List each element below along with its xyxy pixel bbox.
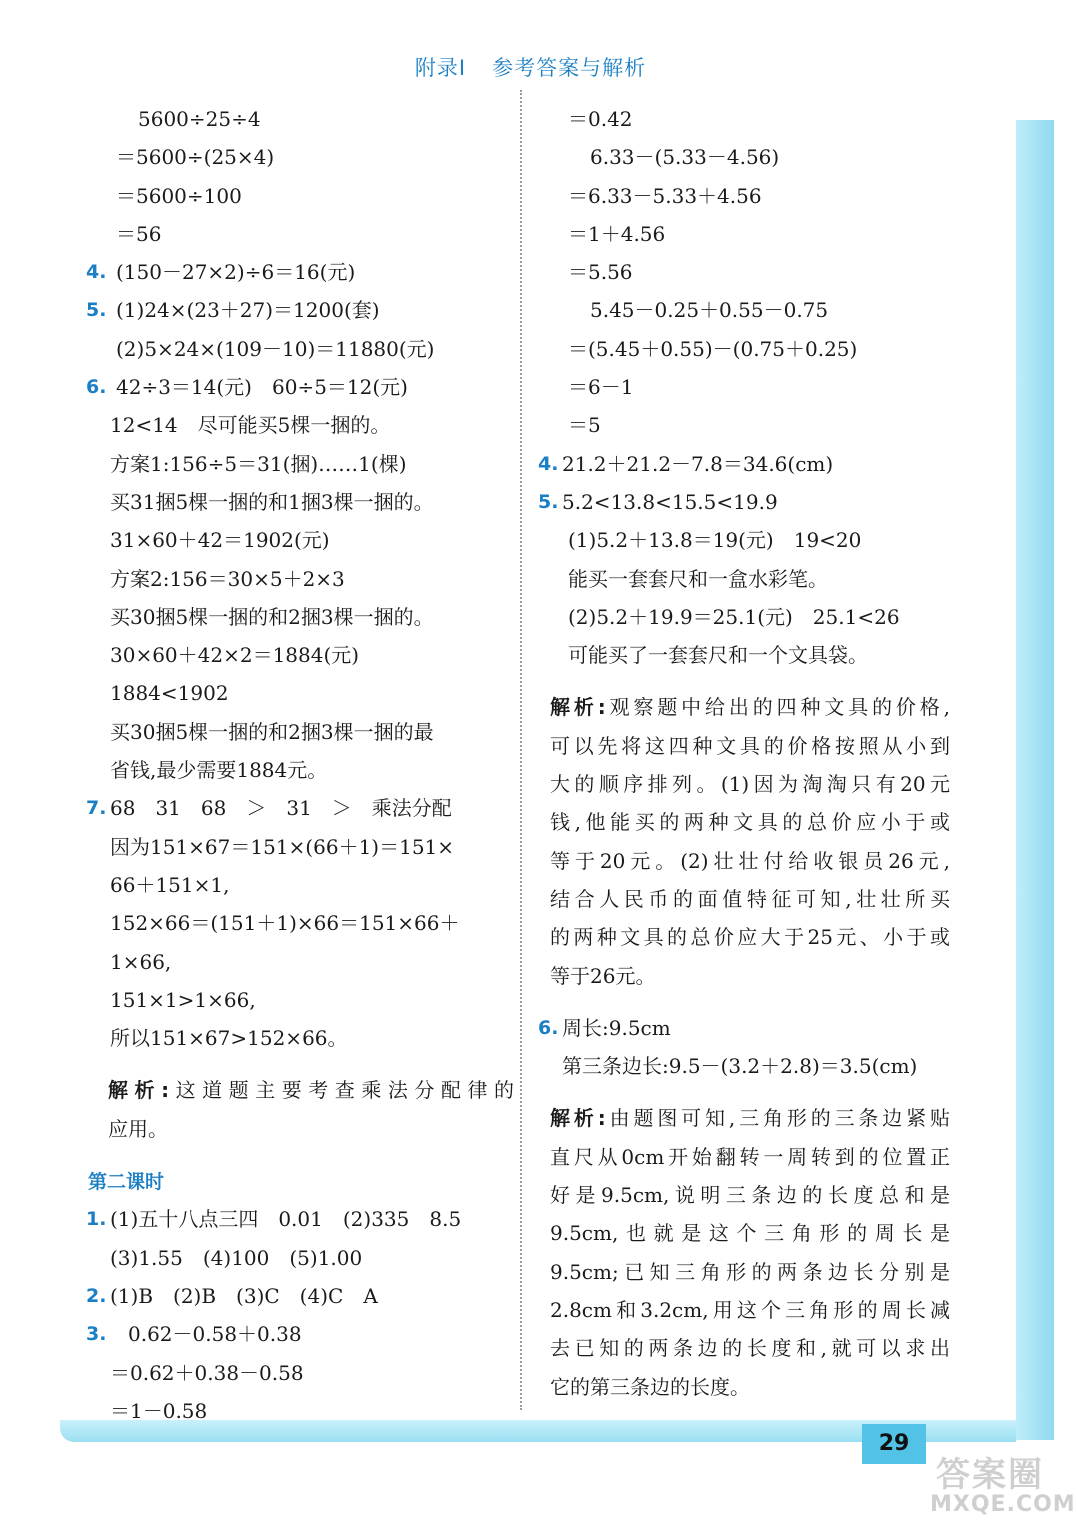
answer-text: (1)24×(23＋27)＝1200(套) [116, 298, 380, 323]
answer-line [88, 138, 514, 176]
text-wrap [550, 765, 950, 803]
text-wrap [550, 842, 950, 880]
text-wrap [568, 330, 950, 368]
answer-text: 0.62－0.58＋0.38 [128, 1322, 302, 1347]
text-wrap [110, 406, 514, 444]
answer-line [88, 560, 514, 598]
answer-text: 1884<1902 [110, 681, 229, 706]
answer-text: 第三条边长:9.5－(3.2＋2.8)＝3.5(cm) [562, 1054, 918, 1079]
text-wrap [116, 138, 514, 176]
answer-line [540, 483, 950, 521]
text-wrap [110, 560, 514, 598]
section-heading: 第二课时 [88, 1171, 165, 1194]
question-number: 5. [86, 299, 107, 322]
text-wrap [116, 177, 514, 215]
answer-text: 买30捆5棵一捆的和2捆3棵一捆的。 [110, 604, 434, 629]
answer-text: 152×66＝(151＋1)×66＝151×66＋ [110, 911, 460, 936]
analysis-label: 解析: [108, 1078, 170, 1103]
watermark [930, 1455, 1076, 1530]
answer-line [540, 880, 950, 918]
answer-text: ＝56 [116, 221, 162, 246]
answer-line [88, 291, 514, 329]
answer-text: 所以151×67>152×66。 [110, 1026, 348, 1051]
text-wrap [550, 918, 950, 956]
answer-line [540, 291, 950, 329]
answer-text: 5.45－0.25＋0.55－0.75 [590, 298, 829, 323]
right-column [540, 100, 950, 1406]
text-wrap [568, 598, 950, 636]
answer-line [88, 981, 514, 1019]
answer-text: ＝1＋4.56 [568, 221, 666, 246]
text-wrap [116, 291, 514, 329]
answer-text: 31×60＋42＝1902(元) [110, 528, 330, 553]
answer-text: 1×66, [110, 949, 172, 974]
answer-line [88, 713, 514, 751]
analysis-label: 解析: [550, 1106, 606, 1131]
answer-line [88, 1110, 514, 1148]
answer-text: 68 31 68 ＞ 31 ＞ 乘法分配 [110, 796, 452, 821]
text-wrap [110, 1200, 514, 1238]
text-wrap [550, 803, 950, 841]
answer-text: ＝0.42 [568, 107, 633, 131]
text-wrap [568, 521, 950, 559]
answer-text: ＝5 [568, 413, 601, 438]
spacer [540, 1085, 950, 1099]
answer-text: ＝5600÷100 [116, 183, 242, 208]
answer-text: 去已知的两条边的长度和,就可以求出 [550, 1336, 950, 1361]
answer-text: 结合人民币的面值特征可知,壮壮所买 [550, 886, 950, 911]
text-wrap [108, 1110, 514, 1148]
answer-line [540, 765, 950, 803]
answer-text: 9.5cm,也就是这个三角形的周长是 [550, 1221, 950, 1246]
spacer [88, 1057, 514, 1071]
answer-text: 这道题主要考查乘法分配律的 [169, 1078, 515, 1103]
answer-text: 直尺从0cm开始翻转一周转到的位置正 [550, 1144, 950, 1169]
answer-text: ＝1－0.58 [110, 1398, 208, 1423]
column-divider [520, 90, 522, 1410]
left-column [88, 100, 514, 1430]
text-wrap [568, 560, 950, 598]
answer-text: 12<14 尽可能买5棵一捆的。 [110, 413, 391, 438]
text-wrap [562, 483, 950, 521]
text-wrap [550, 688, 950, 726]
answer-line [540, 598, 950, 636]
text-wrap [110, 828, 514, 866]
answer-text: 方案2:156＝30×5＋2×3 [110, 566, 345, 591]
text-wrap [562, 1047, 950, 1085]
text-wrap [110, 904, 514, 942]
text-wrap [562, 1009, 950, 1047]
answer-line [88, 177, 514, 215]
text-wrap [108, 1071, 514, 1109]
answer-text: (2)5×24×(109－10)＝11880(元) [116, 336, 435, 361]
text-wrap [110, 981, 514, 1019]
answer-line [88, 1354, 514, 1392]
text-wrap [110, 598, 514, 636]
answer-line [540, 406, 950, 444]
text-wrap [550, 957, 950, 995]
answer-line [540, 957, 950, 995]
answer-text: 2.8cm和3.2cm,用这个三角形的周长减 [550, 1297, 950, 1322]
text-wrap [110, 1354, 514, 1392]
answer-text: 大的顺序排列。(1)因为淘淘只有20元 [550, 772, 950, 797]
answer-text: 周长:9.5cm [562, 1015, 671, 1040]
answer-text: ＝6.33－5.33＋4.56 [568, 183, 762, 208]
answer-text: 由题图可知,三角形的三条边紧贴 [605, 1106, 951, 1131]
text-wrap [110, 483, 514, 521]
text-wrap [110, 943, 514, 981]
answer-line [540, 1368, 950, 1406]
text-wrap [110, 636, 514, 674]
text-wrap [138, 100, 514, 138]
text-wrap [590, 138, 950, 176]
answer-text: 5600÷25÷4 [138, 107, 261, 131]
answer-text: ＝5.56 [568, 260, 633, 285]
answer-line [540, 1009, 950, 1047]
header-title: 参考答案与解析 [492, 56, 647, 80]
answer-line [540, 1176, 950, 1214]
text-wrap [562, 445, 950, 483]
answer-line [540, 138, 950, 176]
answer-line [88, 1019, 514, 1057]
answer-text: 5.2<13.8<15.5<19.9 [562, 489, 778, 514]
text-wrap [550, 1291, 950, 1329]
answer-text: (150－27×2)÷6＝16(元) [116, 260, 356, 285]
answer-text: 买31捆5棵一捆的和1捆3棵一捆的。 [110, 489, 434, 514]
appendix-label: 附录Ⅰ [414, 56, 467, 80]
answer-line [540, 918, 950, 956]
answer-line [540, 1329, 950, 1367]
answer-line [540, 842, 950, 880]
answer-text: ＝0.62＋0.38－0.58 [110, 1360, 304, 1385]
question-number: 6. [538, 1016, 559, 1039]
text-wrap [110, 789, 514, 827]
answer-line [88, 1277, 514, 1315]
answer-text: 6.33－(5.33－4.56) [590, 145, 780, 170]
question-number: 4. [86, 261, 107, 284]
answer-text: 因为151×67＝151×(66＋1)＝151× [110, 834, 455, 859]
answer-text: ＝(5.45＋0.55)－(0.75＋0.25) [568, 336, 858, 361]
analysis-line [540, 688, 950, 726]
right-edge-band [1016, 120, 1054, 1440]
answer-line [88, 521, 514, 559]
answer-line [88, 1392, 514, 1430]
text-wrap [568, 636, 950, 674]
text-wrap [550, 1099, 950, 1137]
answer-text: (1)五十八点三四 0.01 (2)335 8.5 [110, 1207, 462, 1232]
answer-line [88, 445, 514, 483]
answer-line [540, 1253, 950, 1291]
text-wrap [568, 100, 950, 138]
answer-line [88, 215, 514, 253]
question-number: 1. [86, 1208, 107, 1231]
answer-line [88, 253, 514, 291]
text-wrap [590, 291, 950, 329]
text-wrap [116, 215, 514, 253]
question-number: 3. [86, 1323, 107, 1346]
text-wrap [550, 1138, 950, 1176]
answer-line [540, 521, 950, 559]
text-wrap [550, 1368, 950, 1406]
text-wrap [110, 674, 514, 712]
text-wrap [110, 1392, 514, 1430]
text-wrap [110, 713, 514, 751]
text-wrap [110, 751, 514, 789]
text-wrap [568, 368, 950, 406]
answer-line [540, 215, 950, 253]
answer-line [88, 866, 514, 904]
answer-line [540, 1214, 950, 1252]
answer-line [88, 100, 514, 138]
answer-line [540, 100, 950, 138]
analysis-line [88, 1071, 514, 1109]
text-wrap [550, 1253, 950, 1291]
text-wrap [568, 177, 950, 215]
answer-line [88, 1200, 514, 1238]
answer-line [88, 943, 514, 981]
text-wrap [116, 330, 514, 368]
answer-line [88, 674, 514, 712]
question-number: 5. [538, 490, 559, 513]
question-number: 4. [538, 452, 559, 475]
answer-line [88, 636, 514, 674]
answer-text: 能买一套套尺和一盒水彩笔。 [568, 566, 828, 591]
answer-line [88, 483, 514, 521]
answer-text: ＝5600÷(25×4) [116, 145, 275, 170]
text-wrap [550, 1329, 950, 1367]
text-wrap [550, 1176, 950, 1214]
text-wrap [568, 253, 950, 291]
text-wrap [110, 445, 514, 483]
answer-text: 方案1:156÷5＝31(捆)……1(棵) [110, 451, 407, 476]
text-wrap [116, 368, 514, 406]
spacer [540, 995, 950, 1009]
answer-line [88, 1239, 514, 1277]
text-wrap [110, 1277, 514, 1315]
answer-line [540, 330, 950, 368]
answer-line [540, 368, 950, 406]
answer-line [88, 368, 514, 406]
analysis-label: 解析: [550, 695, 606, 720]
watermark-url: MXQE.COM [930, 1492, 1076, 1517]
answer-line [540, 253, 950, 291]
page-header [0, 52, 1061, 82]
watermark-text: 答案圈 [936, 1455, 1044, 1495]
question-number: 6. [86, 376, 107, 399]
answer-text: 66＋151×1, [110, 872, 230, 897]
answer-text: 应用。 [108, 1116, 168, 1141]
answer-line [88, 406, 514, 444]
question-number: 7. [86, 797, 107, 820]
answer-line [88, 789, 514, 827]
answer-line [88, 598, 514, 636]
text-wrap [116, 253, 514, 291]
text-wrap [550, 880, 950, 918]
text-wrap [110, 521, 514, 559]
text-wrap [550, 727, 950, 765]
answer-text: 42÷3＝14(元) 60÷5＝12(元) [116, 375, 408, 400]
answer-text: 的两种文具的总价应大于25元、小于或 [550, 925, 950, 950]
answer-line [540, 445, 950, 483]
answer-text: (1)B (2)B (3)C (4)C A [110, 1283, 378, 1308]
text-wrap [128, 1315, 514, 1353]
answer-text: (2)5.2＋19.9＝25.1(元) 25.1<26 [568, 604, 900, 629]
answer-text: 151×1>1×66, [110, 987, 256, 1012]
answer-text: 等于20元。(2)壮壮付给收银员26元, [550, 848, 950, 873]
answer-text: ＝6－1 [568, 375, 634, 400]
answer-line [540, 1291, 950, 1329]
answer-line [540, 560, 950, 598]
answer-text: 好是9.5cm,说明三条边的长度总和是 [550, 1183, 950, 1208]
answer-line [88, 1315, 514, 1353]
analysis-line [540, 1099, 950, 1137]
answer-line [88, 904, 514, 942]
answer-line [540, 803, 950, 841]
text-wrap [568, 215, 950, 253]
answer-text: 等于26元。 [550, 963, 656, 988]
spacer [540, 674, 950, 688]
answer-text: 它的第三条边的长度。 [550, 1374, 750, 1399]
answer-line [540, 1138, 950, 1176]
answer-text: 省钱,最少需要1884元。 [110, 758, 328, 783]
section-line [88, 1162, 514, 1200]
answer-text: 钱,他能买的两种文具的总价应小于或 [550, 810, 950, 835]
text-wrap [568, 406, 950, 444]
answer-line [540, 1047, 950, 1085]
answer-line [88, 330, 514, 368]
answer-text: (3)1.55 (4)100 (5)1.00 [110, 1245, 363, 1270]
answer-line [88, 828, 514, 866]
answer-text: 30×60＋42×2＝1884(元) [110, 643, 360, 668]
answer-line [88, 751, 514, 789]
spacer [88, 1148, 514, 1162]
answer-line [540, 727, 950, 765]
answer-text: 21.2＋21.2－7.8＝34.6(cm) [562, 451, 834, 476]
text-wrap [110, 1239, 514, 1277]
answer-text: 可能买了一套套尺和一个文具袋。 [568, 643, 868, 668]
answer-text: 可以先将这四种文具的价格按照从小到 [550, 733, 950, 758]
question-number: 2. [86, 1284, 107, 1307]
answer-text: 买30捆5棵一捆的和2捆3棵一捆的最 [110, 719, 434, 744]
text-wrap [110, 866, 514, 904]
answer-line [540, 636, 950, 674]
answer-line [540, 177, 950, 215]
text-wrap [550, 1214, 950, 1252]
answer-text: (1)5.2＋13.8＝19(元) 19<20 [568, 528, 862, 553]
page-number: 29 [862, 1424, 926, 1464]
answer-text: 9.5cm;已知三角形的两条边长分别是 [550, 1259, 950, 1284]
text-wrap [110, 1019, 514, 1057]
answer-text: 观察题中给出的四种文具的价格, [605, 695, 951, 720]
